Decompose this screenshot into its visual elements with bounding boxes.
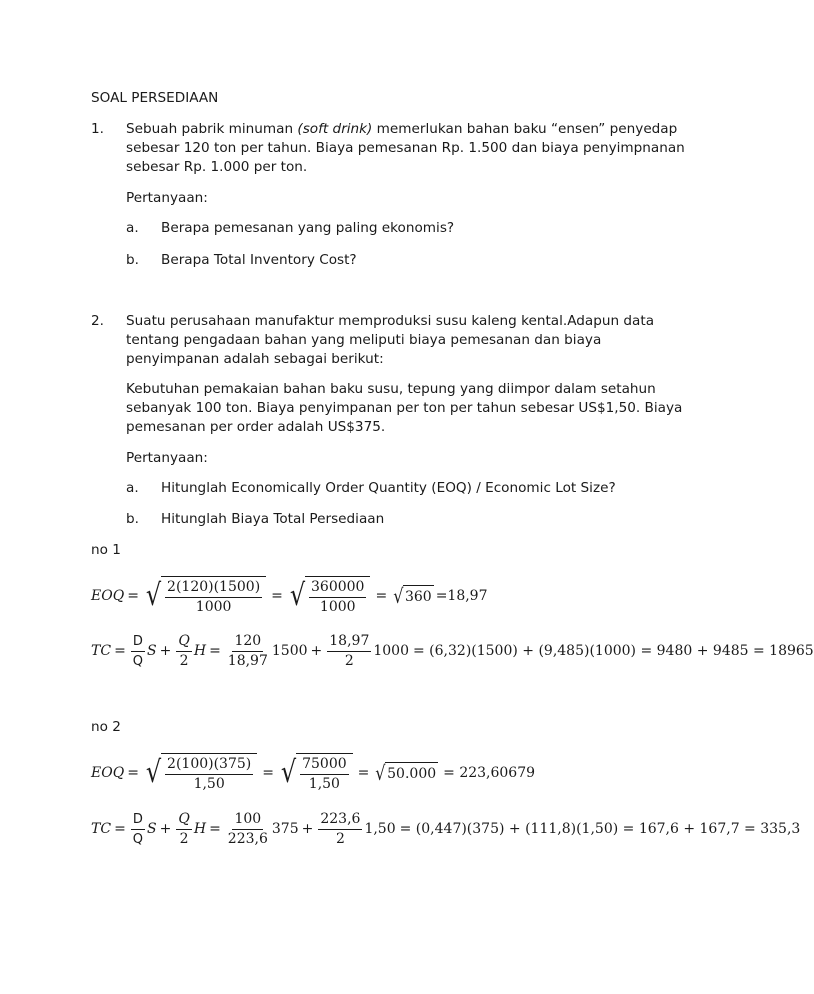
fraction bbox=[165, 756, 253, 793]
fraction bbox=[300, 756, 349, 793]
denominator: 1000 bbox=[195, 599, 232, 615]
question-1b-letter: b. bbox=[126, 252, 139, 268]
radical-sign: √ bbox=[145, 578, 162, 613]
equals-sign: = bbox=[375, 587, 388, 604]
question-2-detail: Kebutuhan pemakaian bahan baku susu, tepung yang diimpor dalam setahun sebanyak 100 ton. Biaya penyimpanan per ton per tahun sebesar US$1,50. Biaya pemesanan per order adalah US$375. bbox=[126, 381, 683, 435]
radical-sign: √ bbox=[280, 755, 297, 790]
fraction: $\frac{223,6}{2}$ bbox=[320, 810, 361, 847]
fraction-q-over-2: $\frac{Q}{2}$ bbox=[178, 810, 190, 847]
question-2-text: Suatu perusahaan manufaktur memproduksi susu kaleng kental.Adapun data tentang pengadaan bahan yang meliputi biaya pemesanan dan biaya penyimpanan adalah sebagai berikut: bbox=[126, 313, 655, 367]
radical-sign: √ bbox=[145, 755, 162, 790]
numerator: 2(100)(375) bbox=[165, 756, 253, 775]
radicand: 50.000 bbox=[385, 762, 438, 784]
radical-sign: √ bbox=[375, 761, 386, 785]
sqrt-2 bbox=[288, 576, 371, 616]
question-1-text-before: Sebuah pabrik minuman bbox=[126, 121, 298, 137]
sqrt-3 bbox=[392, 585, 433, 607]
question-2a-text: Hitunglah Economically Order Quantity (EOQ) / Economic Lot Size? bbox=[161, 480, 616, 496]
question-2-label: Pertanyaan: bbox=[126, 450, 208, 466]
question-1a-text: Berapa pemesanan yang paling ekonomis? bbox=[161, 220, 455, 236]
equals-sign: = bbox=[262, 764, 274, 781]
sqrt-2 bbox=[279, 753, 353, 793]
fraction: $\frac{120}{18,97}$ bbox=[227, 632, 268, 669]
sqrt-1 bbox=[144, 753, 257, 793]
question-2b-letter: b. bbox=[126, 511, 139, 527]
eoq-symbol: EOQ bbox=[91, 764, 125, 781]
eoq-result: = 223,60679 bbox=[443, 764, 536, 781]
radical-sign: √ bbox=[289, 578, 306, 613]
equals-sign: = bbox=[114, 820, 126, 837]
equals-sign: = bbox=[127, 587, 139, 604]
question-1b-text: Berapa Total Inventory Cost? bbox=[161, 252, 357, 268]
numerator: 360000 bbox=[309, 579, 366, 598]
s-symbol: S bbox=[147, 820, 157, 837]
equals-sign: = bbox=[271, 587, 283, 604]
solution-2-tc-formula: TC = $\frac{D}{Q}$ S + $\frac{Q}{2}$ H = $\frac{100}{223,6}$ 375 + $\frac{223,6}{2}$ 1,50 = (0,447)(375) + (111,8)(1,50) = 167,6 + 167,7 = 335,3 bbox=[91, 810, 801, 847]
question-1-text-after: memerlukan bahan baku “ensen” penyedap sebesar 120 ton per tahun. Biaya pemesanan Rp. 1.500 dan biaya penyimpnanan sebesar Rp. 1.000 per ton. bbox=[126, 121, 685, 175]
tc-symbol: TC bbox=[91, 642, 112, 659]
equals-sign: = bbox=[357, 764, 370, 781]
eoq-result: =18,97 bbox=[435, 587, 488, 604]
radical-sign: √ bbox=[393, 584, 404, 608]
h-symbol: H bbox=[193, 820, 207, 837]
solution-1-label: no 1 bbox=[91, 542, 121, 558]
radicand: 360 bbox=[403, 585, 434, 607]
solution-1-tc-formula: TC = $\frac{D}{Q}$ S + $\frac{Q}{2}$ H = $\frac{120}{18,97}$ 1500 + $\frac{18,97}{2}$ 1000 = (6,32)(1500) + (9,485)(1000) = 9480 + 9485 = 18965 bbox=[91, 632, 814, 669]
question-1a-letter: a. bbox=[126, 220, 139, 236]
solution-2-eoq-formula bbox=[91, 751, 535, 795]
tc-symbol: TC bbox=[91, 820, 112, 837]
sqrt-3 bbox=[374, 762, 438, 784]
equals-sign: = bbox=[114, 642, 126, 659]
sqrt-1 bbox=[144, 576, 266, 616]
fraction: $\frac{100}{223,6}$ bbox=[227, 810, 268, 847]
numerator: 75000 bbox=[300, 756, 349, 775]
question-2b-text: Hitunglah Biaya Total Persediaan bbox=[161, 511, 385, 527]
fraction bbox=[309, 579, 366, 616]
solution-1-eoq-formula bbox=[91, 574, 488, 618]
eoq-symbol: EOQ bbox=[91, 587, 125, 604]
denominator: 1,50 bbox=[193, 776, 225, 792]
fraction bbox=[165, 579, 262, 616]
equals-sign: = bbox=[127, 764, 139, 781]
fraction-d-over-q: $\frac{D}{Q}$ bbox=[132, 811, 144, 847]
question-1-text bbox=[126, 120, 686, 177]
fraction-d-over-q: $\frac{D}{Q}$ bbox=[132, 633, 144, 669]
fraction-q-over-2: $\frac{Q}{2}$ bbox=[178, 632, 190, 669]
fraction: $\frac{18,97}{2}$ bbox=[329, 632, 370, 669]
numerator: 2(120)(1500) bbox=[165, 579, 262, 598]
document-title: SOAL PERSEDIAAN bbox=[91, 90, 219, 106]
question-1-text-italic: (soft drink) bbox=[297, 121, 373, 137]
question-2-number: 2. bbox=[91, 313, 104, 329]
solution-2-label: no 2 bbox=[91, 719, 121, 735]
tc-result: = (0,447)(375) + (111,8)(1,50) = 167,6 + 167,7 = 335,3 bbox=[399, 820, 801, 837]
question-2a-letter: a. bbox=[126, 480, 139, 496]
question-1-label: Pertanyaan: bbox=[126, 190, 208, 206]
h-symbol: H bbox=[193, 642, 207, 659]
denominator: 1000 bbox=[319, 599, 356, 615]
s-symbol: S bbox=[147, 642, 157, 659]
denominator: 1,50 bbox=[308, 776, 340, 792]
tc-result: = (6,32)(1500) + (9,485)(1000) = 9480 + 9485 = 18965 bbox=[413, 642, 814, 659]
question-1-number: 1. bbox=[91, 121, 104, 137]
